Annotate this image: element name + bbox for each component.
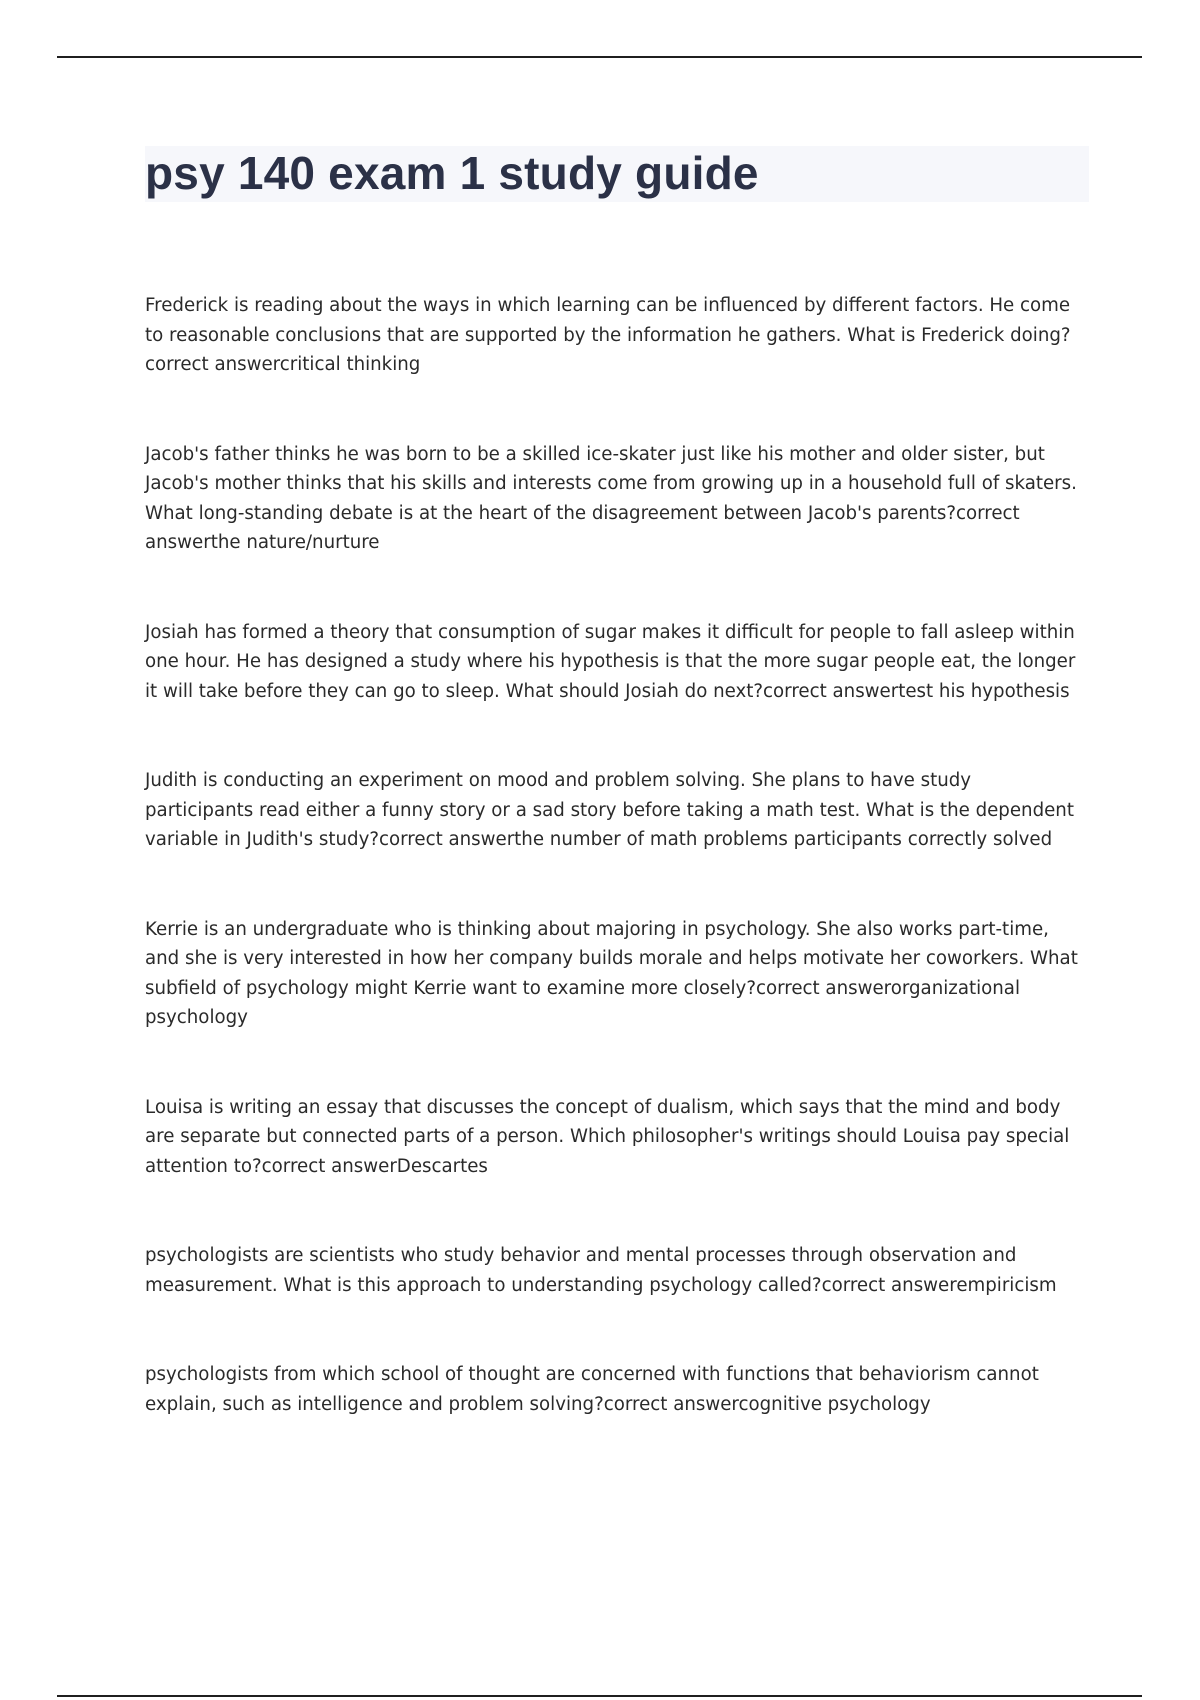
question-answer-item: Frederick is reading about the ways in which learning can be influenced by different factors. He come to reasonable conclusions that are supported by the information he gathers. What is Frederick doing?correct answercritical thinking xyxy=(145,295,1071,375)
question-answer-item: Judith is conducting an experiment on mood and problem solving. She plans to have study participants read either a funny story or a sad story before taking a math test. What is the dependent variable in Judith's study?correct answerthe number of math problems participants correctly solved xyxy=(145,770,1074,850)
question-answer-item: Jacob's father thinks he was born to be a skilled ice-skater just like his mother and older sister, but Jacob's mother thinks that his skills and interests come from growing up in a household full of skaters. What long-standing debate is at the heart of the disagreement between Jacob's parents?correct answerthe nature/nurture xyxy=(145,443,1077,553)
bottom-rule xyxy=(57,1695,1142,1697)
question-answer-item: Josiah has formed a theory that consumption of sugar makes it difficult for people to fall asleep within one hour. He has designed a study where his hypothesis is that the more sugar people eat, the longer it will take before they can go to sleep. What should Josiah do next?correct answertest his hypothesis xyxy=(145,621,1076,702)
question-answer-item: psychologists are scientists who study behavior and mental processes through observation and measurement. What is this approach to understanding psychology called?correct answerempiricism xyxy=(145,1245,1057,1296)
question-answer-item: Louisa is writing an essay that discusses the concept of dualism, which says that the mind and body are separate but connected parts of a person. Which philosopher's writings should Louisa pay special attention to?correct answerDescartes xyxy=(145,1096,1070,1177)
question-answer-item: Kerrie is an undergraduate who is thinking about majoring in psychology. She also works part-time, and she is very interested in how her company builds morale and helps motivate her coworkers. What subfield of psychology might Kerrie want to examine more closely?correct answerorganizational psychology xyxy=(145,918,1078,1028)
document-title: psy 140 exam 1 study guide xyxy=(145,147,759,199)
question-answer-item: psychologists from which school of thought are concerned with functions that behaviorism cannot explain, such as intelligence and problem solving?correct answercognitive psychology xyxy=(145,1364,1039,1415)
question-list xyxy=(145,291,1085,1419)
top-rule xyxy=(57,56,1142,58)
